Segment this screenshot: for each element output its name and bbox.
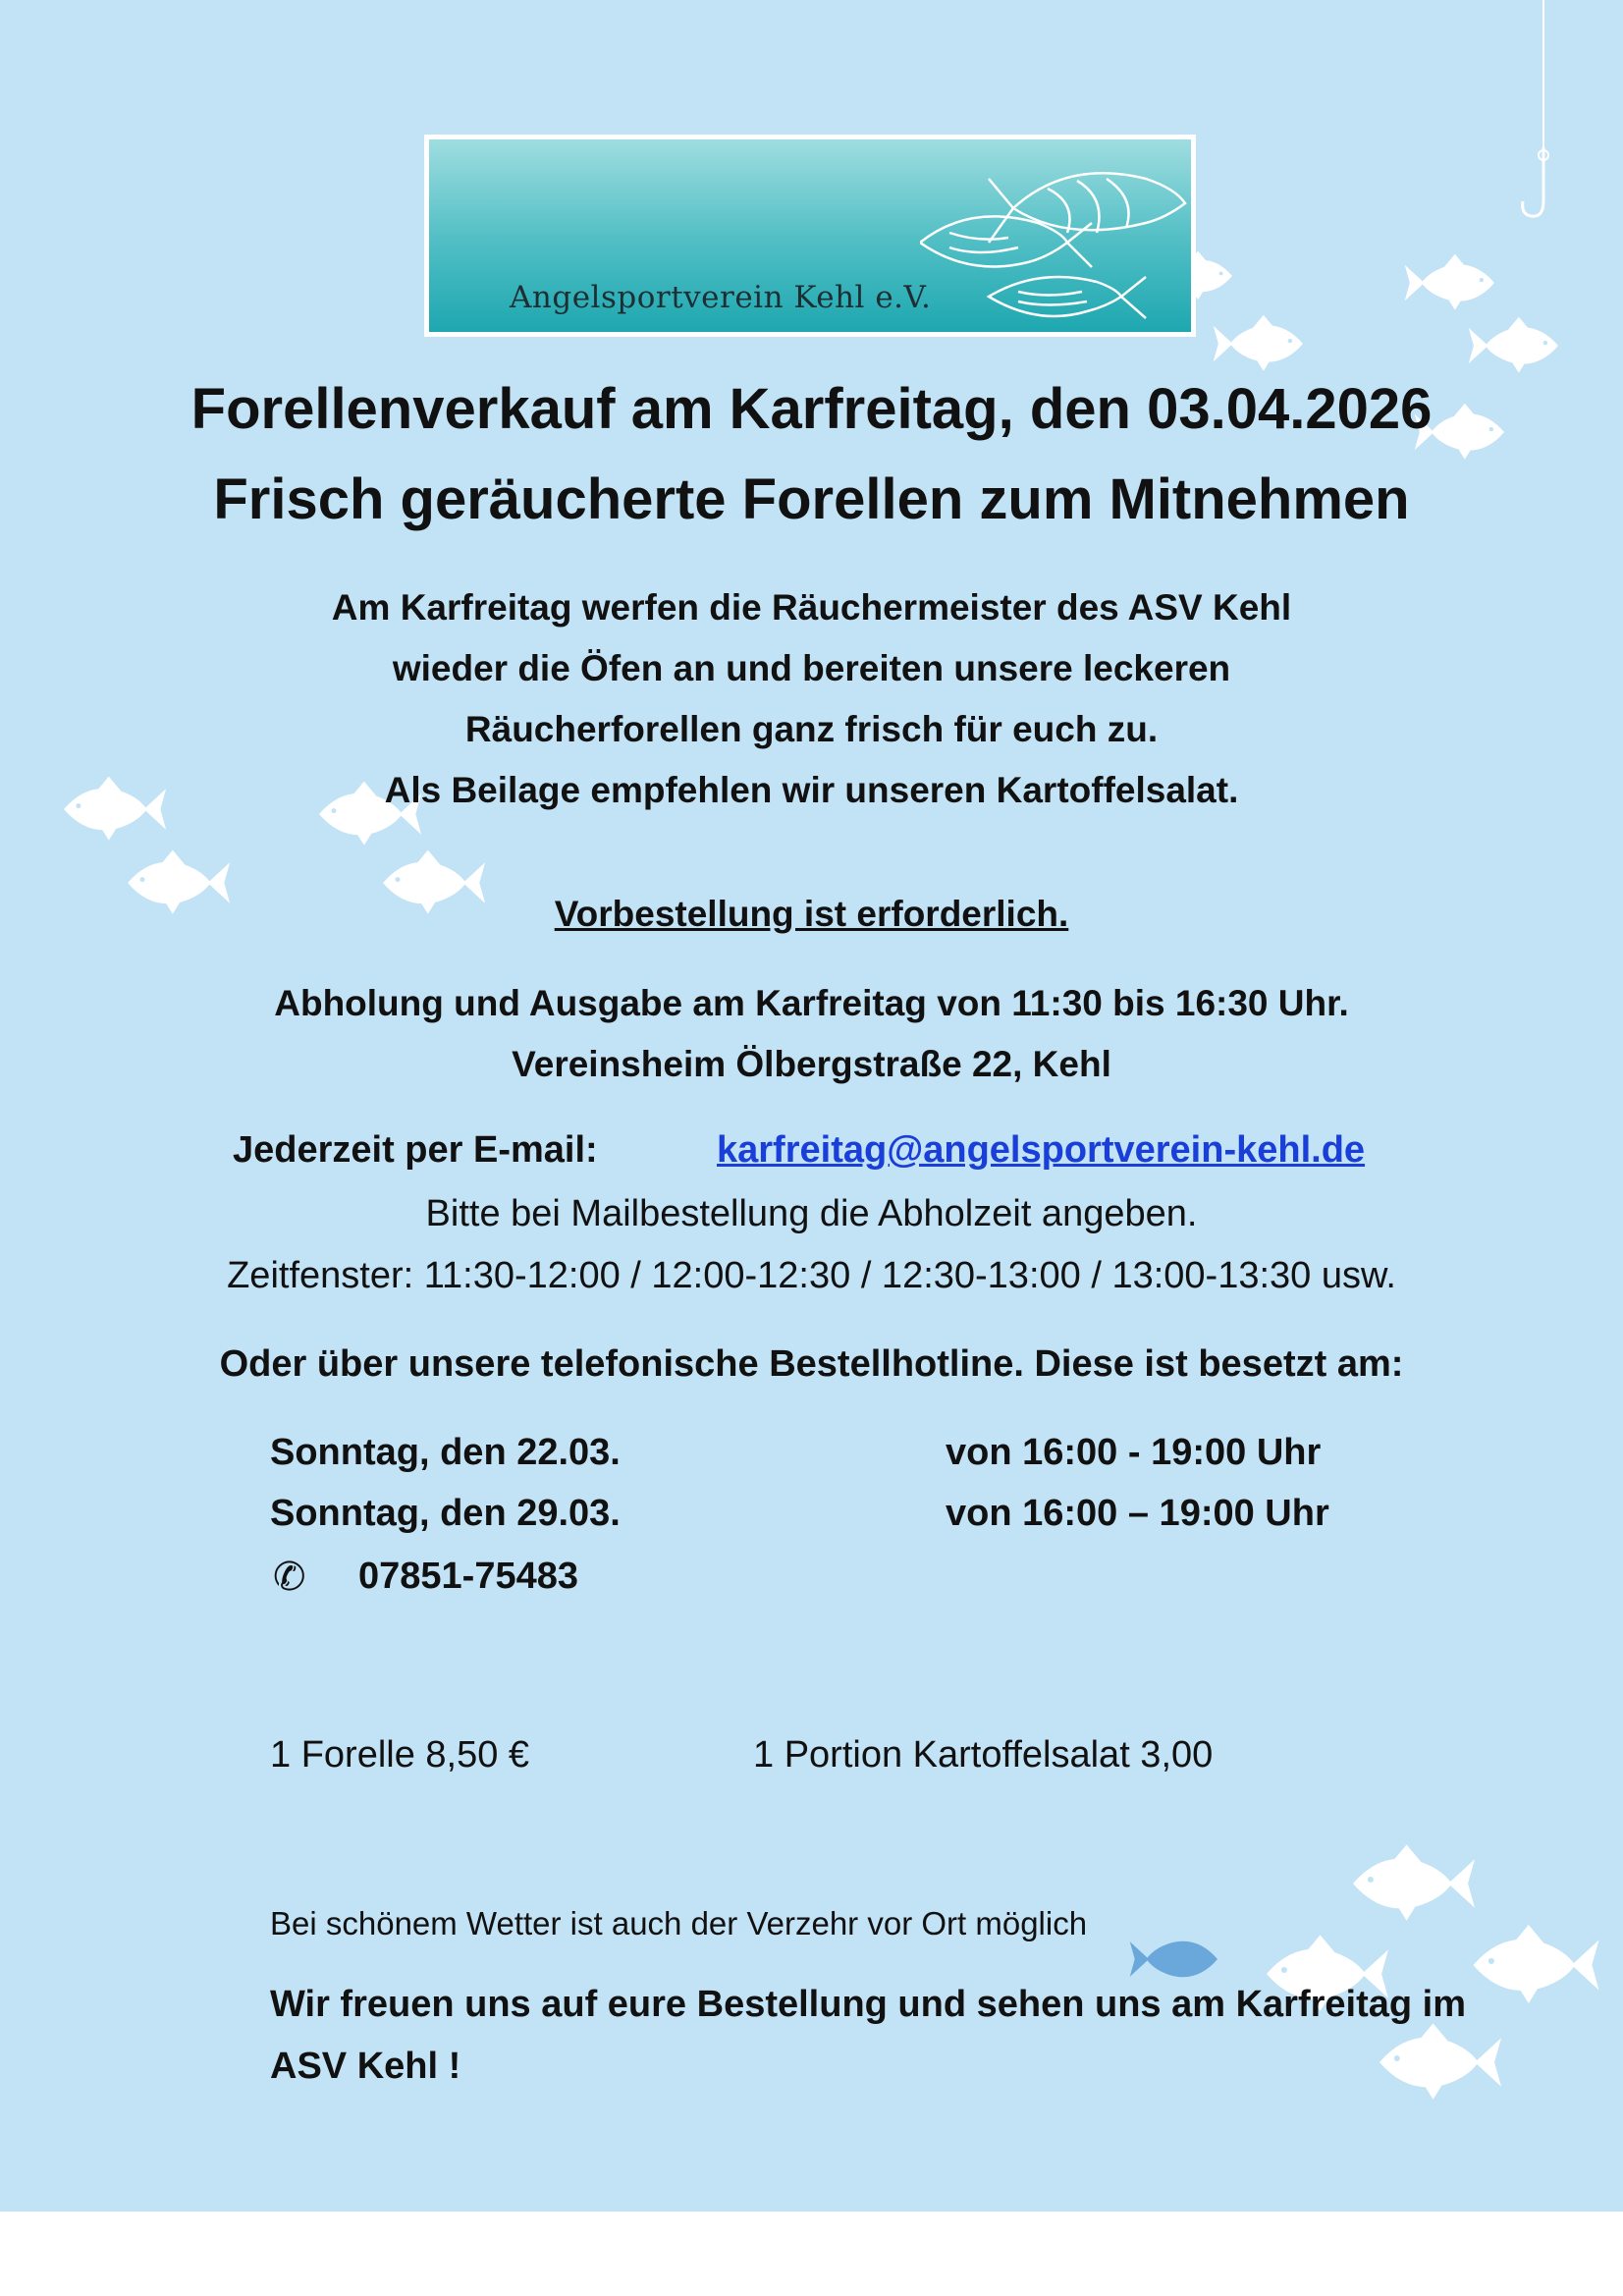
email-label: Jederzeit per E-mail: [233,1129,598,1171]
intro-line: Am Karfreitag werfen die Räuchermeister des ASV Kehl [331,587,1292,628]
hotline-time: von 16:00 - 19:00 Uhr [946,1432,1322,1473]
fish-icon [1213,314,1303,373]
pickup-time: Abholung und Ausgabe am Karfreitag von 11:30 bis 16:30 Uhr. [274,983,1349,1023]
hotline-intro: Oder über unsere telefonische Bestellhotline. Diese ist besetzt am: [219,1343,1404,1385]
fish-icon [1380,2023,1502,2102]
price-trout: 1 Forelle 8,50 € [270,1734,530,1776]
fish-icon [1404,253,1494,312]
hotline-day: Sonntag, den 29.03. [270,1493,621,1534]
closing-line: Wir freuen uns auf eure Bestellung und sehen uns am Karfreitag im [270,1984,1467,2025]
phone-number: 07851-75483 [358,1556,578,1597]
fish-icon [1468,316,1558,375]
email-link[interactable]: karfreitag@angelsportverein-kehl.de [717,1129,1366,1171]
intro-line: Als Beilage empfehlen wir unseren Kartoffelsalat. [384,770,1239,810]
hotline-time: von 16:00 – 19:00 Uhr [946,1493,1329,1534]
time-slots: Zeitfenster: 11:30-12:00 / 12:00-12:30 / 12:30-13:00 / 13:00-13:30 usw. [227,1255,1396,1296]
intro-text [0,577,1623,821]
hotline-day: Sonntag, den 22.03. [270,1432,621,1473]
pickup-location: Vereinsheim Ölbergstraße 22, Kehl [512,1044,1111,1084]
weather-note: Bei schönem Wetter ist auch der Verzehr vor Ort möglich [270,1905,1088,1941]
email-note: Bitte bei Mailbestellung die Abholzeit angeben. [425,1193,1198,1234]
fishing-hook-icon [1517,0,1556,226]
blue-fish-icon [1129,1930,1217,1989]
logo-name: Angelsportverein Kehl e.V. [510,280,932,315]
club-logo [424,135,1196,337]
page-title: Forellenverkauf am Karfreitag, den 03.04.2026 [190,377,1433,441]
page-subtitle: Frisch geräucherte Forellen zum Mitnehmen [213,467,1410,531]
fish-icon [1353,1844,1476,1923]
intro-line: wieder die Öfen an und bereiten unsere leckeren [392,648,1231,688]
phone-icon: ✆ [273,1555,306,1600]
fish-icon [1473,1925,1600,2005]
logo-fish-icon [920,149,1195,336]
preorder-notice: Vorbestellung ist erforderlich. [554,894,1069,934]
intro-line: Räucherforellen ganz frisch für euch zu. [464,709,1159,749]
closing-line: ASV Kehl ! [270,2046,461,2087]
price-salad: 1 Portion Kartoffelsalat 3,00 [753,1734,1214,1776]
